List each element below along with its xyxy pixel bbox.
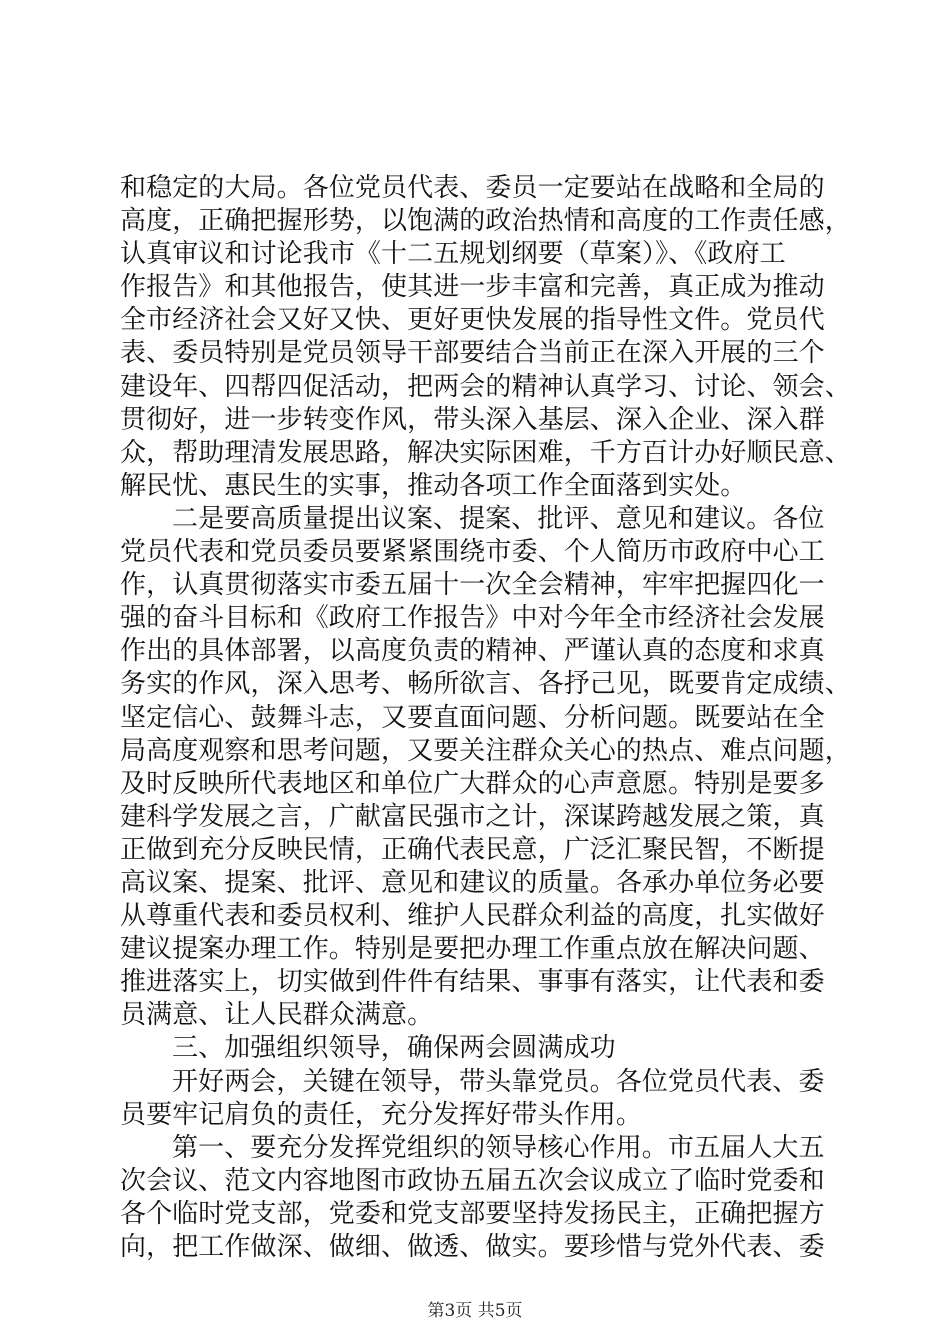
text-line: 高议案、提案、批评、意见和建议的质量。各承办单位务必要 [120, 867, 825, 898]
section-heading: 三、加强组织领导，确保两会圆满成功 [172, 1033, 616, 1064]
text-line: 员满意、让人民群众满意。 [120, 1000, 434, 1031]
text-line: 坚定信心、鼓舞斗志，又要直面问题、分析问题。既要站在全 [120, 702, 825, 733]
text-line: 推进落实上，切实做到件件有结果、事事有落实，让代表和委 [120, 967, 825, 998]
text-line: 认真审议和讨论我市《十二五规划纲要（草案）》、《政府工 [120, 239, 786, 270]
text-line: 局高度观察和思考问题，又要关注群众关心的热点、难点问题， [120, 735, 851, 766]
text-line: 党员代表和党员委员要紧紧围绕市委、个人简历市政府中心工 [120, 537, 825, 568]
text-line: 和稳定的大局。各位党员代表、委员一定要站在战略和全局的 [120, 173, 825, 203]
text-line: 作出的具体部署，以高度负责的精神、严谨认真的态度和求真 [120, 636, 825, 667]
text-line: 建科学发展之言，广献富民强市之计，深谋跨越发展之策，真 [120, 801, 825, 832]
text-line: 解民忧、惠民生的实事，推动各项工作全面落到实处。 [120, 470, 747, 501]
text-line: 向，把工作做深、做细、做透、做实。要珍惜与党外代表、委 [120, 1232, 825, 1262]
paragraph-start-line: 二是要高质量提出议案、提案、批评、意见和建议。各位 [172, 503, 825, 534]
text-line: 务实的作风，深入思考、畅所欲言、各抒己见，既要肯定成绩、 [120, 669, 851, 700]
text-line: 强的奋斗目标和《政府工作报告》中对今年全市经济社会发展 [120, 603, 825, 634]
text-line: 及时反映所代表地区和单位广大群众的心声意愿。特别是要多 [120, 768, 825, 799]
text-line: 高度，正确把握形势，以饱满的政治热情和高度的工作责任感， [120, 206, 851, 237]
text-line: 作报告》和其他报告，使其进一步丰富和完善，真正成为推动 [120, 272, 825, 303]
text-line: 员要牢记肩负的责任，充分发挥好带头作用。 [120, 1099, 643, 1130]
text-line: 建设年、四帮四促活动，把两会的精神认真学习、讨论、领会、 [120, 371, 851, 402]
paragraph-start-line: 开好两会，关键在领导，带头靠党员。各位党员代表、委 [172, 1066, 825, 1097]
text-line: 从尊重代表和委员权利、维护人民群众利益的高度，扎实做好 [120, 901, 825, 932]
text-line: 次会议、范文内容地图市政协五届五次会议成立了临时党委和 [120, 1165, 825, 1196]
text-line: 全市经济社会又好又快、更好更快发展的指导性文件。党员代 [120, 305, 825, 336]
text-line: 表、委员特别是党员领导干部要结合当前正在深入开展的三个 [120, 338, 825, 369]
text-line: 众，帮助理清发展思路，解决实际困难，千方百计办好顺民意、 [120, 437, 851, 468]
document-body [120, 172, 851, 1264]
text-line: 作，认真贯彻落实市委五届十一次全会精神，牢牢把握四化一 [120, 570, 825, 601]
text-line: 各个临时党支部，党委和党支部要坚持发扬民主，正确把握方 [120, 1198, 825, 1229]
text-line: 正做到充分反映民情，正确代表民意，广泛汇聚民智，不断提 [120, 834, 825, 865]
text-line: 建议提案办理工作。特别是要把办理工作重点放在解决问题、 [120, 934, 825, 965]
text-line: 贯彻好，进一步转变作风，带头深入基层、深入企业、深入群 [120, 404, 825, 435]
paragraph-start-line: 第一、要充分发挥党组织的领导核心作用。市五届人大五 [172, 1132, 825, 1163]
page-number-footer: 第3页 共5页 [427, 1301, 523, 1321]
